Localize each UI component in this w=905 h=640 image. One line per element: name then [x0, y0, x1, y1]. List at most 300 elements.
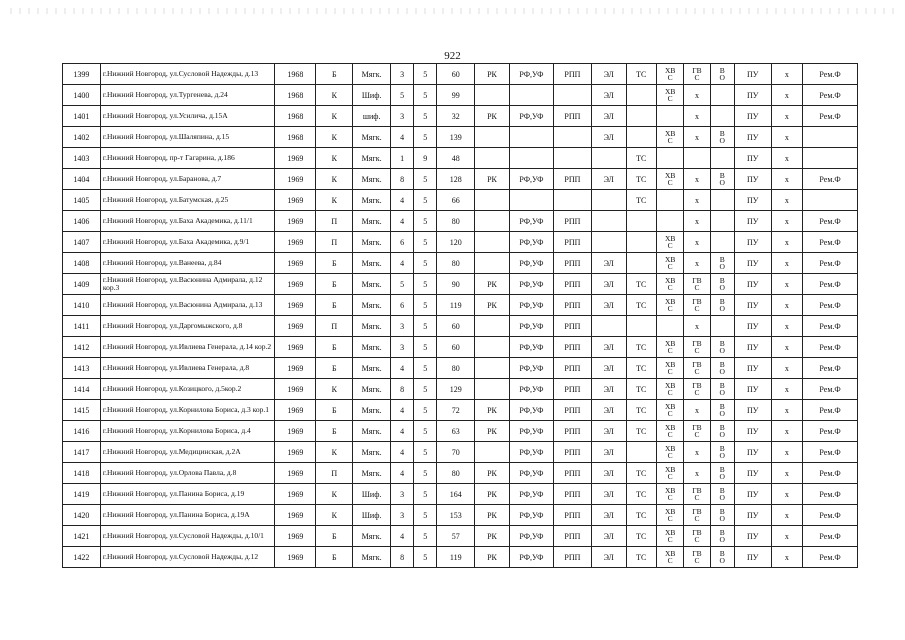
table-cell-addr: г.Нижний Новгород, ул.Ванеева, д.84 — [100, 253, 275, 274]
table-cell-c18: Рем.Ф — [803, 274, 858, 295]
stacked-label: ГВ С — [692, 380, 702, 397]
table-cell-c13 — [657, 400, 684, 421]
table-cell-c8: РК — [475, 295, 510, 316]
table-cell-c9: РФ,УФ — [509, 484, 553, 505]
table-row — [63, 85, 858, 106]
table-cell-c5: 8 — [391, 379, 414, 400]
table-cell-year: 1969 — [275, 190, 316, 211]
table-cell-c14: х — [684, 232, 710, 253]
table-cell-c9: РФ,УФ — [509, 169, 553, 190]
table-cell-addr: г.Нижний Новгород, ул.Сусловой Надежды, д.10/1 — [100, 526, 275, 547]
stacked-label: ГВ С — [692, 506, 702, 523]
table-row — [63, 295, 858, 316]
table-cell-wall: Б — [316, 64, 353, 85]
table-cell-c10: РПП — [553, 547, 591, 568]
table-cell-c5: 4 — [391, 421, 414, 442]
table-cell-c17: х — [771, 421, 803, 442]
table-cell-c15 — [710, 316, 734, 337]
table-cell-c5: 3 — [391, 106, 414, 127]
table-cell-roof: Мягк. — [353, 253, 391, 274]
table-cell-addr: г.Нижний Новгород, ул.Шаляпина, д.15 — [100, 127, 275, 148]
table-cell-c14: х — [684, 127, 710, 148]
table-cell-c10 — [553, 127, 591, 148]
table-cell-n: 1414 — [63, 379, 101, 400]
table-cell-c16: ПУ — [734, 484, 771, 505]
table-cell-c16: ПУ — [734, 148, 771, 169]
table-cell-c11: ЭЛ — [591, 106, 626, 127]
table-cell-c6: 5 — [414, 127, 437, 148]
stacked-label: ХВ С — [664, 338, 676, 355]
table-cell-c17: х — [771, 484, 803, 505]
table-cell-c18: Рем.Ф — [803, 64, 858, 85]
table-cell-c13 — [657, 421, 684, 442]
table-cell-roof: Мягк. — [353, 295, 391, 316]
table-cell-c12: ТС — [626, 505, 656, 526]
table-cell-c6: 5 — [414, 232, 437, 253]
table-cell-addr: г.Нижний Новгород, ул.Тургенева, д.24 — [100, 85, 275, 106]
table-cell-roof: Мягк. — [353, 148, 391, 169]
table-cell-c17: х — [771, 379, 803, 400]
table-cell-c16: ПУ — [734, 442, 771, 463]
table-cell-wall: Б — [316, 400, 353, 421]
table-cell-addr: г.Нижний Новгород, пр-т Гагарина, д.186 — [100, 148, 275, 169]
table-cell-c8 — [475, 190, 510, 211]
table-cell-roof: Мягк. — [353, 379, 391, 400]
table-row — [63, 358, 858, 379]
table-cell-c10: РПП — [553, 463, 591, 484]
table-cell-c16: ПУ — [734, 547, 771, 568]
table-cell-wall: К — [316, 85, 353, 106]
table-cell-c12: ТС — [626, 547, 656, 568]
table-cell-c11: ЭЛ — [591, 64, 626, 85]
table-cell-c18: Рем.Ф — [803, 169, 858, 190]
table-cell-c8: РК — [475, 274, 510, 295]
table-cell-c10: РПП — [553, 442, 591, 463]
stacked-label: ХВ С — [664, 170, 676, 187]
table-cell-c5: 8 — [391, 169, 414, 190]
table-cell-c7: 129 — [437, 379, 475, 400]
table-cell-c18: Рем.Ф — [803, 295, 858, 316]
table-cell-addr: г.Нижний Новгород, ул.Васюнина Адмирала, д.12 кор.3 — [100, 274, 275, 295]
table-cell-c12: ТС — [626, 64, 656, 85]
table-cell-roof: Мягк. — [353, 526, 391, 547]
table-cell-c14 — [684, 148, 710, 169]
table-cell-c17: х — [771, 190, 803, 211]
table-cell-c12: ТС — [626, 358, 656, 379]
table-cell-year: 1969 — [275, 547, 316, 568]
table-cell-wall: П — [316, 211, 353, 232]
stacked-label: ХВ С — [664, 380, 676, 397]
table-cell-c11: ЭЛ — [591, 295, 626, 316]
table-cell-c7: 128 — [437, 169, 475, 190]
table-cell-addr: г.Нижний Новгород, ул.Сусловой Надежды, д.12 — [100, 547, 275, 568]
table-cell-c14: х — [684, 169, 710, 190]
table-cell-addr: г.Нижний Новгород, ул.Панина Бориса, д.19А — [100, 505, 275, 526]
table-cell-c8 — [475, 85, 510, 106]
table-cell-n: 1404 — [63, 169, 101, 190]
table-cell-c6: 5 — [414, 547, 437, 568]
stacked-label: В О — [719, 485, 725, 502]
table-cell-year: 1969 — [275, 400, 316, 421]
table-cell-c17: х — [771, 253, 803, 274]
stacked-label: ГВ С — [692, 65, 702, 82]
table-cell-c15 — [710, 358, 734, 379]
table-cell-roof: шиф. — [353, 106, 391, 127]
table-cell-c16: ПУ — [734, 337, 771, 358]
table-cell-c16: ПУ — [734, 85, 771, 106]
table-cell-c6: 5 — [414, 463, 437, 484]
table-cell-c8 — [475, 379, 510, 400]
table-cell-c8: РК — [475, 547, 510, 568]
table-cell-c12: ТС — [626, 169, 656, 190]
table-cell-c9: РФ,УФ — [509, 379, 553, 400]
table-cell-c9 — [509, 148, 553, 169]
table-cell-addr: г.Нижний Новгород, ул.Сусловой Надежды, д.13 — [100, 64, 275, 85]
table-cell-addr: г.Нижний Новгород, ул.Корнилова Бориса, д.3 кор.1 — [100, 400, 275, 421]
table-cell-c9: РФ,УФ — [509, 547, 553, 568]
table-cell-year: 1969 — [275, 484, 316, 505]
table-cell-c15 — [710, 232, 734, 253]
table-cell-c7: 48 — [437, 148, 475, 169]
table-cell-c9: РФ,УФ — [509, 442, 553, 463]
table-cell-c9: РФ,УФ — [509, 358, 553, 379]
table-cell-year: 1969 — [275, 421, 316, 442]
stacked-label: ХВ С — [664, 254, 676, 271]
table-cell-n: 1419 — [63, 484, 101, 505]
table-cell-c6: 5 — [414, 484, 437, 505]
table-cell-c7: 80 — [437, 211, 475, 232]
table-cell-c14 — [684, 358, 710, 379]
table-cell-c14: х — [684, 211, 710, 232]
table-cell-year: 1969 — [275, 358, 316, 379]
table-cell-year: 1969 — [275, 211, 316, 232]
table-cell-c17: х — [771, 400, 803, 421]
table-cell-c17: х — [771, 127, 803, 148]
table-cell-c12: ТС — [626, 526, 656, 547]
table-cell-c18: Рем.Ф — [803, 358, 858, 379]
table-row — [63, 463, 858, 484]
scan-artifact — [10, 8, 895, 14]
table-cell-c14: х — [684, 106, 710, 127]
table-cell-c6: 5 — [414, 379, 437, 400]
table-cell-c11: ЭЛ — [591, 505, 626, 526]
table-cell-c6: 5 — [414, 211, 437, 232]
table-row — [63, 421, 858, 442]
stacked-label: В О — [719, 443, 725, 460]
table-cell-c16: ПУ — [734, 127, 771, 148]
table-cell-c13 — [657, 190, 684, 211]
table-cell-c7: 90 — [437, 274, 475, 295]
table-cell-addr: г.Нижний Новгород, ул.Даргомыжского, д.8 — [100, 316, 275, 337]
table-cell-c10: РПП — [553, 379, 591, 400]
table-cell-c6: 5 — [414, 295, 437, 316]
table-cell-c6: 9 — [414, 148, 437, 169]
table-cell-c13 — [657, 232, 684, 253]
table-cell-c11 — [591, 211, 626, 232]
table-cell-c10: РПП — [553, 106, 591, 127]
table-cell-roof: Мягк. — [353, 169, 391, 190]
table-cell-c14: х — [684, 400, 710, 421]
table-cell-c16: ПУ — [734, 379, 771, 400]
table-cell-c6: 5 — [414, 337, 437, 358]
table-cell-n: 1409 — [63, 274, 101, 295]
table-cell-c10: РПП — [553, 484, 591, 505]
table-cell-c15 — [710, 400, 734, 421]
table-cell-c14: х — [684, 463, 710, 484]
table-cell-c13 — [657, 358, 684, 379]
table-cell-c5: 5 — [391, 85, 414, 106]
table-cell-c7: 60 — [437, 316, 475, 337]
table-row — [63, 190, 858, 211]
table-cell-c9: РФ,УФ — [509, 295, 553, 316]
table-cell-c18: Рем.Ф — [803, 316, 858, 337]
table-cell-c10: РПП — [553, 64, 591, 85]
table-row — [63, 211, 858, 232]
table-cell-n: 1410 — [63, 295, 101, 316]
table-cell-c13 — [657, 169, 684, 190]
table-cell-c9: РФ,УФ — [509, 106, 553, 127]
table-cell-c6: 5 — [414, 526, 437, 547]
table-cell-c5: 3 — [391, 484, 414, 505]
table-cell-c8: РК — [475, 400, 510, 421]
stacked-label: В О — [719, 275, 725, 292]
table-cell-c14: х — [684, 190, 710, 211]
table-cell-c11: ЭЛ — [591, 274, 626, 295]
stacked-label: ХВ С — [664, 485, 676, 502]
table-cell-c12: ТС — [626, 400, 656, 421]
table-cell-c15 — [710, 190, 734, 211]
table-cell-c17: х — [771, 337, 803, 358]
table-cell-c15 — [710, 85, 734, 106]
table-cell-c8: РК — [475, 64, 510, 85]
table-cell-c16: ПУ — [734, 400, 771, 421]
table-cell-addr: г.Нижний Новгород, ул.Баха Академика, д.9/1 — [100, 232, 275, 253]
stacked-label: ХВ С — [664, 233, 676, 250]
table-cell-year: 1968 — [275, 85, 316, 106]
table-row — [63, 484, 858, 505]
table-row — [63, 337, 858, 358]
stacked-label: ХВ С — [664, 443, 676, 460]
table-cell-c15 — [710, 421, 734, 442]
table-cell-roof: Мягк. — [353, 421, 391, 442]
table-cell-c7: 99 — [437, 85, 475, 106]
table-cell-c17: х — [771, 463, 803, 484]
table-cell-c13 — [657, 211, 684, 232]
table-cell-c11: ЭЛ — [591, 337, 626, 358]
table-cell-c17: х — [771, 505, 803, 526]
table-cell-c6: 5 — [414, 64, 437, 85]
stacked-label: ХВ С — [664, 548, 676, 565]
table-row — [63, 442, 858, 463]
table-cell-c5: 6 — [391, 232, 414, 253]
table-cell-c11: ЭЛ — [591, 442, 626, 463]
table-cell-year: 1969 — [275, 295, 316, 316]
stacked-label: В О — [719, 527, 725, 544]
table-cell-c16: ПУ — [734, 232, 771, 253]
stacked-label: ХВ С — [664, 359, 676, 376]
table-cell-c12: ТС — [626, 421, 656, 442]
table-cell-n: 1405 — [63, 190, 101, 211]
table-cell-n: 1417 — [63, 442, 101, 463]
table-cell-wall: К — [316, 148, 353, 169]
table-cell-c6: 5 — [414, 442, 437, 463]
table-cell-year: 1969 — [275, 442, 316, 463]
stacked-label: В О — [719, 338, 725, 355]
stacked-label: В О — [719, 380, 725, 397]
table-cell-c8 — [475, 253, 510, 274]
stacked-label: В О — [719, 296, 725, 313]
table-cell-year: 1969 — [275, 463, 316, 484]
table-cell-c8: РК — [475, 421, 510, 442]
stacked-label: В О — [719, 65, 725, 82]
table-cell-wall: П — [316, 463, 353, 484]
table-cell-c6: 5 — [414, 85, 437, 106]
table-cell-c10: РПП — [553, 232, 591, 253]
table-cell-c7: 80 — [437, 463, 475, 484]
stacked-label: В О — [719, 422, 725, 439]
stacked-label: В О — [719, 506, 725, 523]
table-cell-addr: г.Нижний Новгород, ул.Баранова, д.7 — [100, 169, 275, 190]
table-cell-c18: Рем.Ф — [803, 379, 858, 400]
table-row — [63, 316, 858, 337]
table-cell-wall: К — [316, 169, 353, 190]
table-cell-c18: Рем.Ф — [803, 421, 858, 442]
table-cell-c5: 4 — [391, 127, 414, 148]
table-cell-n: 1399 — [63, 64, 101, 85]
table-cell-c12 — [626, 316, 656, 337]
table-cell-n: 1415 — [63, 400, 101, 421]
table-cell-wall: Б — [316, 295, 353, 316]
table-cell-c13 — [657, 337, 684, 358]
table-cell-wall: Б — [316, 547, 353, 568]
table-cell-n: 1421 — [63, 526, 101, 547]
table-cell-c18: Рем.Ф — [803, 106, 858, 127]
table-cell-c15 — [710, 463, 734, 484]
table-cell-c11: ЭЛ — [591, 253, 626, 274]
table-cell-c7: 120 — [437, 232, 475, 253]
table-cell-c13 — [657, 106, 684, 127]
table-cell-c7: 164 — [437, 484, 475, 505]
table-cell-addr: г.Нижний Новгород, ул.Васюнина Адмирала, д.13 — [100, 295, 275, 316]
table-row — [63, 169, 858, 190]
table-cell-c11: ЭЛ — [591, 421, 626, 442]
table-cell-c11: ЭЛ — [591, 526, 626, 547]
table-cell-roof: Шиф. — [353, 484, 391, 505]
table-cell-c14: х — [684, 442, 710, 463]
table-cell-addr: г.Нижний Новгород, ул.Медицинская, д.2А — [100, 442, 275, 463]
table-cell-n: 1420 — [63, 505, 101, 526]
stacked-label: ХВ С — [664, 464, 676, 481]
table-cell-c15 — [710, 127, 734, 148]
table-cell-c10: РПП — [553, 169, 591, 190]
table-cell-c15 — [710, 169, 734, 190]
table-cell-c7: 63 — [437, 421, 475, 442]
table-cell-c9: РФ,УФ — [509, 232, 553, 253]
table-cell-c11: ЭЛ — [591, 85, 626, 106]
stacked-label: ГВ С — [692, 296, 702, 313]
table-cell-c12: ТС — [626, 337, 656, 358]
table-cell-wall: Б — [316, 253, 353, 274]
stacked-label: В О — [719, 548, 725, 565]
table-cell-year: 1969 — [275, 274, 316, 295]
table-row — [63, 106, 858, 127]
table-cell-c18 — [803, 190, 858, 211]
table-cell-c15 — [710, 442, 734, 463]
table-cell-c15 — [710, 64, 734, 85]
table-cell-c13 — [657, 484, 684, 505]
table-cell-c11: ЭЛ — [591, 484, 626, 505]
table-cell-n: 1402 — [63, 127, 101, 148]
table-row — [63, 232, 858, 253]
table-cell-roof: Мягк. — [353, 316, 391, 337]
table-cell-c6: 5 — [414, 274, 437, 295]
table-cell-wall: П — [316, 232, 353, 253]
table-cell-c5: 4 — [391, 190, 414, 211]
table-cell-c7: 119 — [437, 547, 475, 568]
table-cell-addr: г.Нижний Новгород, ул.Орлова Павла, д.8 — [100, 463, 275, 484]
table-cell-c5: 3 — [391, 64, 414, 85]
table-cell-c8: РК — [475, 505, 510, 526]
table-cell-n: 1400 — [63, 85, 101, 106]
table-cell-roof: Мягк. — [353, 64, 391, 85]
table-cell-c5: 4 — [391, 400, 414, 421]
table-cell-c12: ТС — [626, 484, 656, 505]
table-cell-c11 — [591, 316, 626, 337]
table-cell-roof: Мягк. — [353, 463, 391, 484]
table-cell-wall: Б — [316, 274, 353, 295]
table-cell-n: 1407 — [63, 232, 101, 253]
table-row — [63, 400, 858, 421]
table-cell-c14 — [684, 337, 710, 358]
table-cell-roof: Шиф. — [353, 505, 391, 526]
table-cell-c7: 80 — [437, 358, 475, 379]
table-cell-c10 — [553, 190, 591, 211]
stacked-label: ГВ С — [692, 338, 702, 355]
table-cell-c17: х — [771, 106, 803, 127]
table-cell-c15 — [710, 274, 734, 295]
table-cell-roof: Мягк. — [353, 274, 391, 295]
table-cell-c12: ТС — [626, 463, 656, 484]
table-cell-c10: РПП — [553, 211, 591, 232]
table-cell-c8: РК — [475, 484, 510, 505]
table-cell-roof: Мягк. — [353, 337, 391, 358]
table-cell-c12: ТС — [626, 190, 656, 211]
table-cell-c14 — [684, 379, 710, 400]
stacked-label: В О — [719, 128, 725, 145]
table-cell-c11: ЭЛ — [591, 463, 626, 484]
stacked-label: ХВ С — [664, 296, 676, 313]
table-cell-c5: 3 — [391, 316, 414, 337]
stacked-label: ГВ С — [692, 275, 702, 292]
table-cell-year: 1969 — [275, 316, 316, 337]
table-cell-year: 1969 — [275, 232, 316, 253]
table-row — [63, 526, 858, 547]
table-cell-c8: РК — [475, 169, 510, 190]
table-row — [63, 274, 858, 295]
table-cell-c15 — [710, 148, 734, 169]
table-cell-c13 — [657, 64, 684, 85]
table-cell-year: 1968 — [275, 64, 316, 85]
table-cell-c7: 139 — [437, 127, 475, 148]
table-cell-year: 1968 — [275, 106, 316, 127]
table-cell-n: 1418 — [63, 463, 101, 484]
table-cell-c16: ПУ — [734, 169, 771, 190]
table-cell-c7: 72 — [437, 400, 475, 421]
table-cell-c12: ТС — [626, 379, 656, 400]
table-cell-c15 — [710, 505, 734, 526]
table-cell-c18: Рем.Ф — [803, 211, 858, 232]
table-cell-c13 — [657, 442, 684, 463]
